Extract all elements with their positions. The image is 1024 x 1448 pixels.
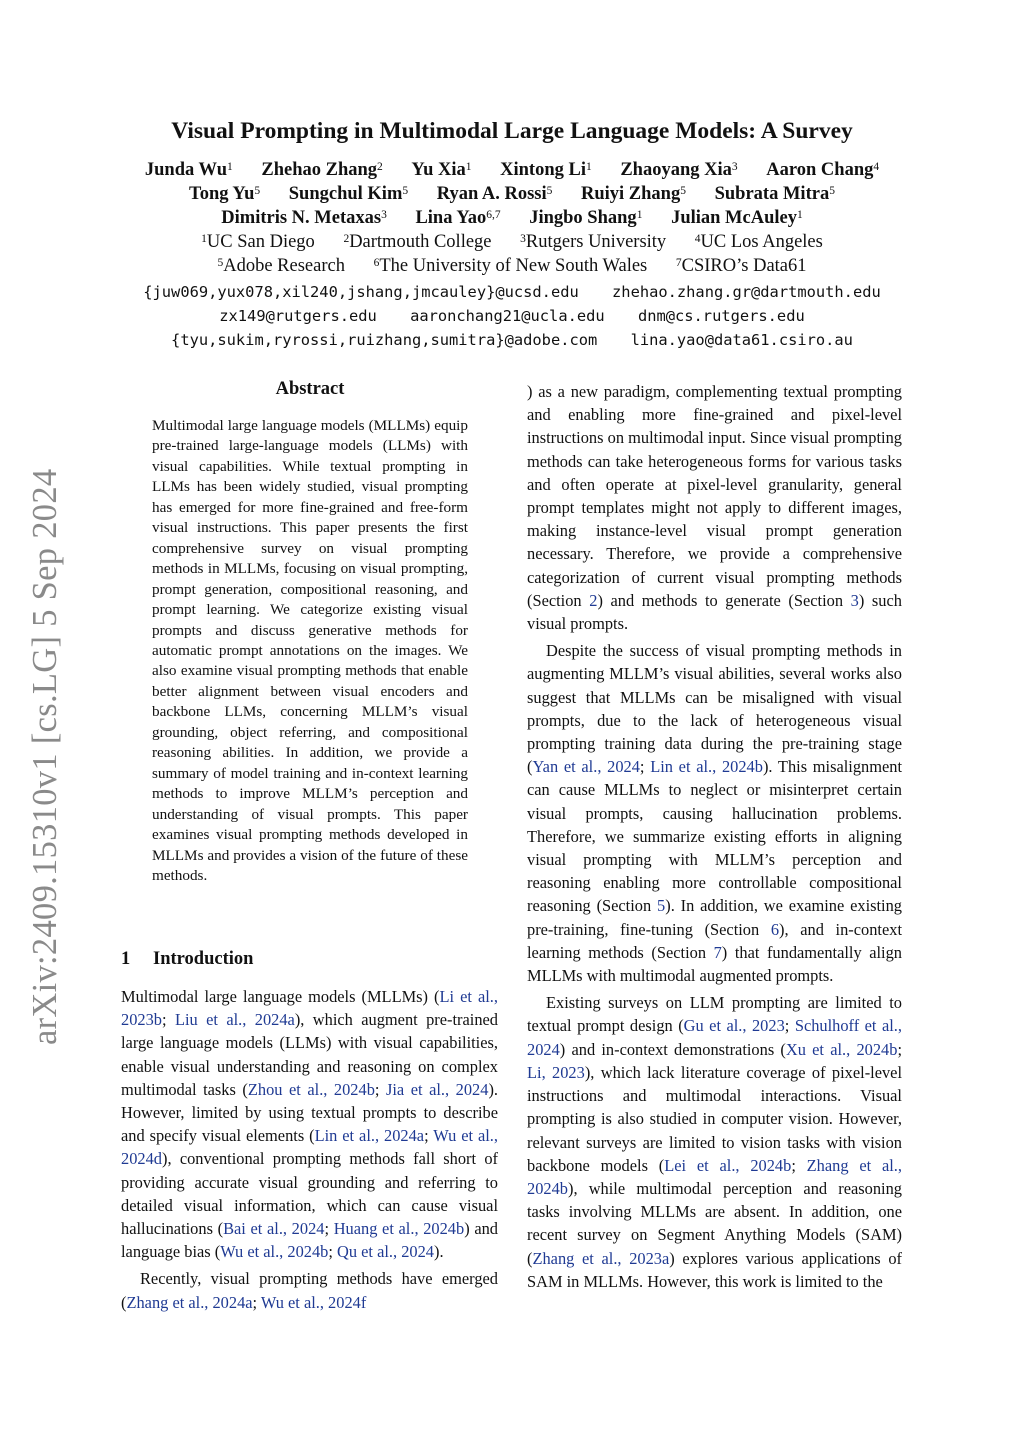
affiliation: $^1$UC San Diego [201,232,315,252]
author: Subrata Mitra$^5$ [714,184,835,204]
section-number: 1 [121,949,131,969]
author: Xintong Li$^1$ [500,160,592,180]
citation-link[interactable]: Yan et al., 2024 [532,757,640,777]
email-line-2 [0,304,1024,328]
citation-link[interactable]: Wu et al., 2024d [121,1126,498,1169]
author: Julian McAuley$^1$ [671,208,803,228]
affiliation-list [0,230,1024,278]
author-line-1 [0,158,1024,182]
author: Zhaoyang Xia$^3$ [620,160,738,180]
affiliation: $^2$Dartmouth College [343,232,492,252]
paragraph-3: Despite the success of visual prompting methods in augmenting MLLM’s visual abilities, several works also suggest that MLLMs can be misaligned with visual prompts, due to the lack of heterogeneous visual prompting training data during the pre-training stage (Yan et al., 2024; Lin et al., 2024b). This misalignment can cause MLLMs to neglect or misinterpret certain visual prompts, causing hallucination problems. Therefore, we summarize existing efforts in aligning visual prompting with MLLM’s perception and reasoning enabling more controllable compositional reasoning (Section 5). In addition, we examine existing pre-training, fine-tuning (Section 6), and in-context learning methods (Section 7) that fundamentally align MLLMs with multimodal augmented prompts. [527,641,903,986]
author-list [0,158,1024,230]
abstract-heading: Abstract [275,379,345,399]
section-title: Introduction [153,949,254,969]
paragraph-2-continued: ) as a new paradigm, complementing textual prompting and enabling more fine-grained and pixel-level instructions on multimodal input. Since visual prompting methods can take heterogeneous forms for various tasks and often operate at pixel-level granularity, general prompt templates might not apply to different images, making instance-level visual prompt generation necessary. Therefore, we provide a comprehensive categorization of current visual prompting methods (Section 2) and methods to generate (Section 3) such visual prompts. [527,382,902,634]
citation-link[interactable]: Zhou et al., 2024b [247,1079,375,1099]
author: Tong Yu$^5$ [189,184,261,204]
author-line-2 [0,182,1024,206]
author: Zhehao Zhang$^2$ [261,160,383,180]
citation-link[interactable]: Lin et al., 2024a [314,1126,425,1146]
section-ref-link[interactable]: 6 [770,919,780,939]
author: Ryan A. Rossi$^5$ [436,184,553,204]
affiliation: $^6$The University of New South Wales [373,256,648,276]
author-line-3 [0,206,1024,230]
author: Ruiyi Zhang$^5$ [581,184,686,204]
paragraph-1: Multimodal large language models (MLLMs) (Li et al., 2023b; Liu et al., 2024a), which augment pre-trained large language models (LLMs) with visual capabilities, enable visual understanding and reasoning on complex multimodal tasks (Zhou et al., 2024b; Jia et al., 2024). However, limited by using textual prompts to describe and specify visual elements (Lin et al., 2024a; Wu et al., 2024d), conventional prompting methods fall short of providing accurate visual grounding and referring to detailed visual information, which can cause visual hallucinations (Bai et al., 2024; Huang et al., 2024b) and language bias (Wu et al., 2024b; Qu et al., 2024). [121,987,498,1262]
arxiv-side-stamp: arXiv:2409.15310v1 [cs.LG] 5 Sep 2024 [26,468,64,1045]
citation-link[interactable]: Schulhoff et al., 2024 [527,1016,902,1059]
email-line-1 [0,280,1024,304]
citation-link[interactable]: Liu et al., 2024a [174,1010,295,1030]
author: Lina Yao$^{6,7}$ [415,208,501,228]
email-line-3 [0,328,1024,352]
email: zx149@rutgers.edu [219,307,377,325]
citation-link[interactable]: Jia et al., 2024 [386,1079,489,1099]
citation-link[interactable]: Qu et al., 2024 [337,1242,434,1262]
citation-link[interactable]: Huang et al., 2024b [333,1219,465,1239]
paragraph-4: Existing surveys on LLM prompting are limited to textual prompt design (Gu et al., 2023; Schulhoff et al., 2024) and in-context demonstrations (Xu et al., 2024b; Li, 2023), which lack literature coverage of pixel-level instructions and multimodal interactions. Visual prompting is also studied in computer vision. However, relevant surveys are limited to vision tasks with vision backbone models (Lei et al., 2024b; Zhang et al., 2024b), while multimodal perception and reasoning tasks involving MLLMs are absent. In addition, one recent survey on Segment Anything Models (SAM) (Zhang et al., 2023a) explores various applications of SAM in MLLMs. However, this work is limited to the [527,993,903,1291]
affiliation: $^7$CSIRO’s Data61 [675,256,807,276]
section-ref-link[interactable]: 5 [657,896,666,916]
citation-link[interactable]: Lin et al., 2024b [650,757,763,777]
citation-link[interactable]: Li, 2023 [527,1062,585,1082]
affiliation: $^4$UC Los Angeles [694,232,823,252]
citation-link[interactable]: Wu et al., 2024b [220,1242,329,1262]
section-ref-link[interactable]: 3 [850,590,859,610]
affiliation-line-1 [0,230,1024,254]
left-column [121,985,498,1314]
affiliation: $^3$Rutgers University [520,232,667,252]
citation-link[interactable]: Bai et al., 2024 [223,1219,325,1239]
email: zhehao.zhang.gr@dartmouth.edu [612,283,881,301]
email: {juw069,yux078,xil240,jshang,jmcauley}@ucsd.edu [143,283,579,301]
right-column [527,380,902,1293]
paragraph-2-start: Recently, visual prompting methods have emerged (Zhang et al., 2024a; Wu et al., 2024f [121,1269,498,1312]
citation-link[interactable]: Gu et al., 2023 [683,1016,785,1036]
email: lina.yao@data61.csiro.au [630,331,853,349]
author: Aaron Chang$^4$ [766,160,880,180]
citation-link[interactable]: Zhang et al., 2024a [126,1292,253,1312]
section-ref-link[interactable]: 7 [713,942,722,962]
affiliation: $^5$Adobe Research [217,256,345,276]
citation-link[interactable]: Li et al., 2023b [121,987,498,1030]
email-list [0,280,1024,352]
abstract-text: Multimodal large language models (MLLMs) equip pre-trained large-language models (LLMs) with visual capabilities. While textual prompting in LLMs has been widely studied, visual prompting has emerged for more fine-grained and free-form visual instructions. This paper presents the first comprehensive survey on visual prompting methods in MLLMs, focusing on visual prompting, prompt generation, compositional reasoning, and prompt learning. We categorize existing visual prompts and discuss generative methods for automatic prompt annotations on the images. We also examine visual prompting methods that enable better alignment between visual encoders and backbone LLMs, concerning MLLM’s visual grounding, object referring, and compositional reasoning abilities. In addition, we provide a summary of model training and in-context learning methods to improve MLLM’s perception and understanding of visual prompts. This paper examines visual prompting methods developed in MLLMs and provides a vision of the future of these methods. [152,417,468,884]
citation-link[interactable]: Lei et al., 2024b [664,1155,792,1175]
email: dnm@cs.rutgers.edu [637,307,805,325]
author: Jingbo Shang$^1$ [529,208,643,228]
author: Dimitris N. Metaxas$^3$ [221,208,387,228]
email: aaronchang21@ucla.edu [410,307,605,325]
citation-link[interactable]: Zhang et al., 2023a [532,1248,670,1268]
section-heading [121,949,253,970]
citation-link[interactable]: Xu et al., 2024b [785,1039,898,1059]
citation-link[interactable]: Zhang et al., 2024b [527,1155,903,1198]
paper-title: Visual Prompting in Multimodal Large Language Models: A Survey [171,118,853,144]
author: Yu Xia$^1$ [411,160,472,180]
author: Junda Wu$^1$ [144,160,233,180]
email: {tyu,sukim,ryrossi,ruizhang,sumitra}@adobe.com [171,331,598,349]
citation-link[interactable]: Wu et al., 2024f [260,1292,367,1312]
author: Sungchul Kim$^5$ [288,184,409,204]
affiliation-line-2 [0,254,1024,278]
section-ref-link[interactable]: 2 [589,590,598,610]
